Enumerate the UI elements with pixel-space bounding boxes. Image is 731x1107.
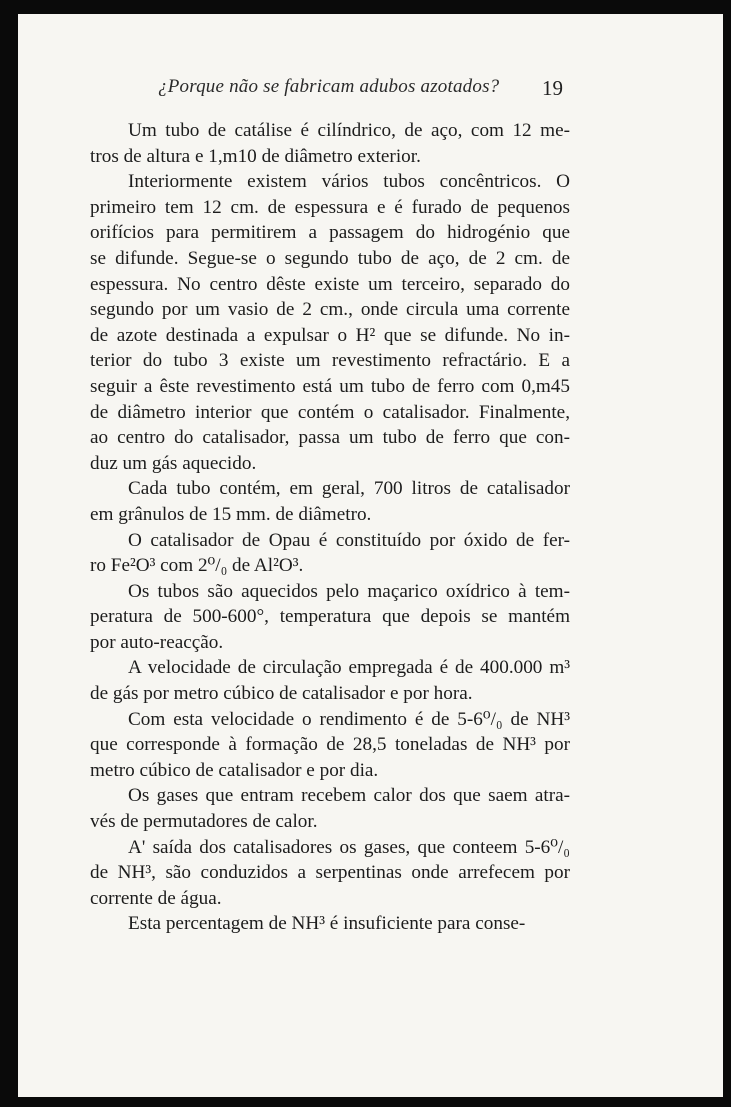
text-line: metro cúbico de catalisador e por dia.: [90, 759, 379, 781]
text-line: tros de altura e 1,m10 de diâmetro exterior.: [90, 145, 421, 167]
text-line: que corresponde à formação de 28,5 toneladas de NH³ por: [90, 734, 570, 756]
text-line: vés de permutadores de calor.: [90, 811, 318, 833]
text-line: segundo por um vasio de 2 cm., onde circula uma corrente: [90, 299, 570, 321]
text-line: de diâmetro interior que contém o catalisador. Finalmente,: [90, 401, 570, 423]
running-title: ¿Porque não se fabricam adubos azotados?: [158, 76, 500, 97]
text-line: por auto-reacção.: [90, 631, 224, 653]
text-line: se difunde. Segue-se o segundo tubo de aço, de 2 cm. de: [90, 247, 570, 269]
text-line: Interiormente existem vários tubos concêntricos. O: [128, 171, 570, 193]
text-line: Os gases que entram recebem calor dos que saem atra-: [128, 785, 570, 807]
paragraph: [90, 169, 570, 476]
paragraph: [90, 118, 570, 169]
text-line: ao centro do catalisador, passa um tubo de ferro que con-: [90, 427, 570, 449]
text-line: orifícios para permitirem a passagem do hidrogénio que: [90, 222, 570, 244]
text-line: Os tubos são aquecidos pelo maçarico oxídrico à tem-: [128, 580, 570, 602]
text-line: espessura. No centro dêste existe um terceiro, separado do: [90, 273, 570, 295]
paragraph: [90, 528, 570, 579]
text-line: Esta percentagem de NH³ é insuficiente para conse-: [128, 913, 526, 935]
paragraph: [90, 911, 570, 937]
text-line: de azote destinada a expulsar o H² que se difunde. No in-: [90, 324, 570, 346]
text-line: primeiro tem 12 cm. de espessura e é furado de pequenos: [90, 196, 570, 218]
text-line: em grânulos de 15 mm. de diâmetro.: [90, 503, 372, 525]
paragraph: [90, 579, 570, 656]
paragraph: [90, 476, 570, 527]
text-line: terior do tubo 3 existe um revestimento refractário. E a: [90, 350, 570, 372]
text-line: de gás por metro cúbico de catalisador e por hora.: [90, 683, 473, 705]
paragraph: [90, 835, 570, 912]
book-page: [18, 14, 723, 1097]
text-line: A velocidade de circulação empregada é de 400.000 m³: [128, 657, 570, 679]
paragraph: [90, 655, 570, 706]
text-line: Cada tubo contém, em geral, 700 litros de catalisador: [128, 478, 570, 500]
text-line: Com esta velocidade o rendimento é de 5-6⁰/₀ de NH³: [128, 708, 570, 730]
text-line: seguir a êste revestimento está um tubo de ferro com 0,m45: [90, 375, 570, 397]
text-line: de NH³, são conduzidos a serpentinas onde arrefecem por: [90, 862, 570, 884]
page-number: 19: [542, 76, 563, 100]
text-line: ro Fe²O³ com 2⁰/₀ de Al²O³.: [90, 555, 304, 577]
text-line: corrente de água.: [90, 887, 222, 909]
text-line: Um tubo de catálise é cilíndrico, de aço, com 12 me-: [128, 120, 570, 141]
text-line: O catalisador de Opau é constituído por óxido de fer-: [128, 529, 570, 551]
paragraph: [90, 707, 570, 784]
text-line: peratura de 500-600°, temperatura que depois se mantém: [90, 606, 570, 628]
text-line: A' saída dos catalisadores os gases, que conteem 5-6⁰/₀: [128, 836, 570, 858]
paragraph: [90, 783, 570, 834]
text-line: duz um gás aquecido.: [90, 452, 257, 474]
body-text: [90, 118, 570, 937]
running-header: [18, 76, 723, 106]
